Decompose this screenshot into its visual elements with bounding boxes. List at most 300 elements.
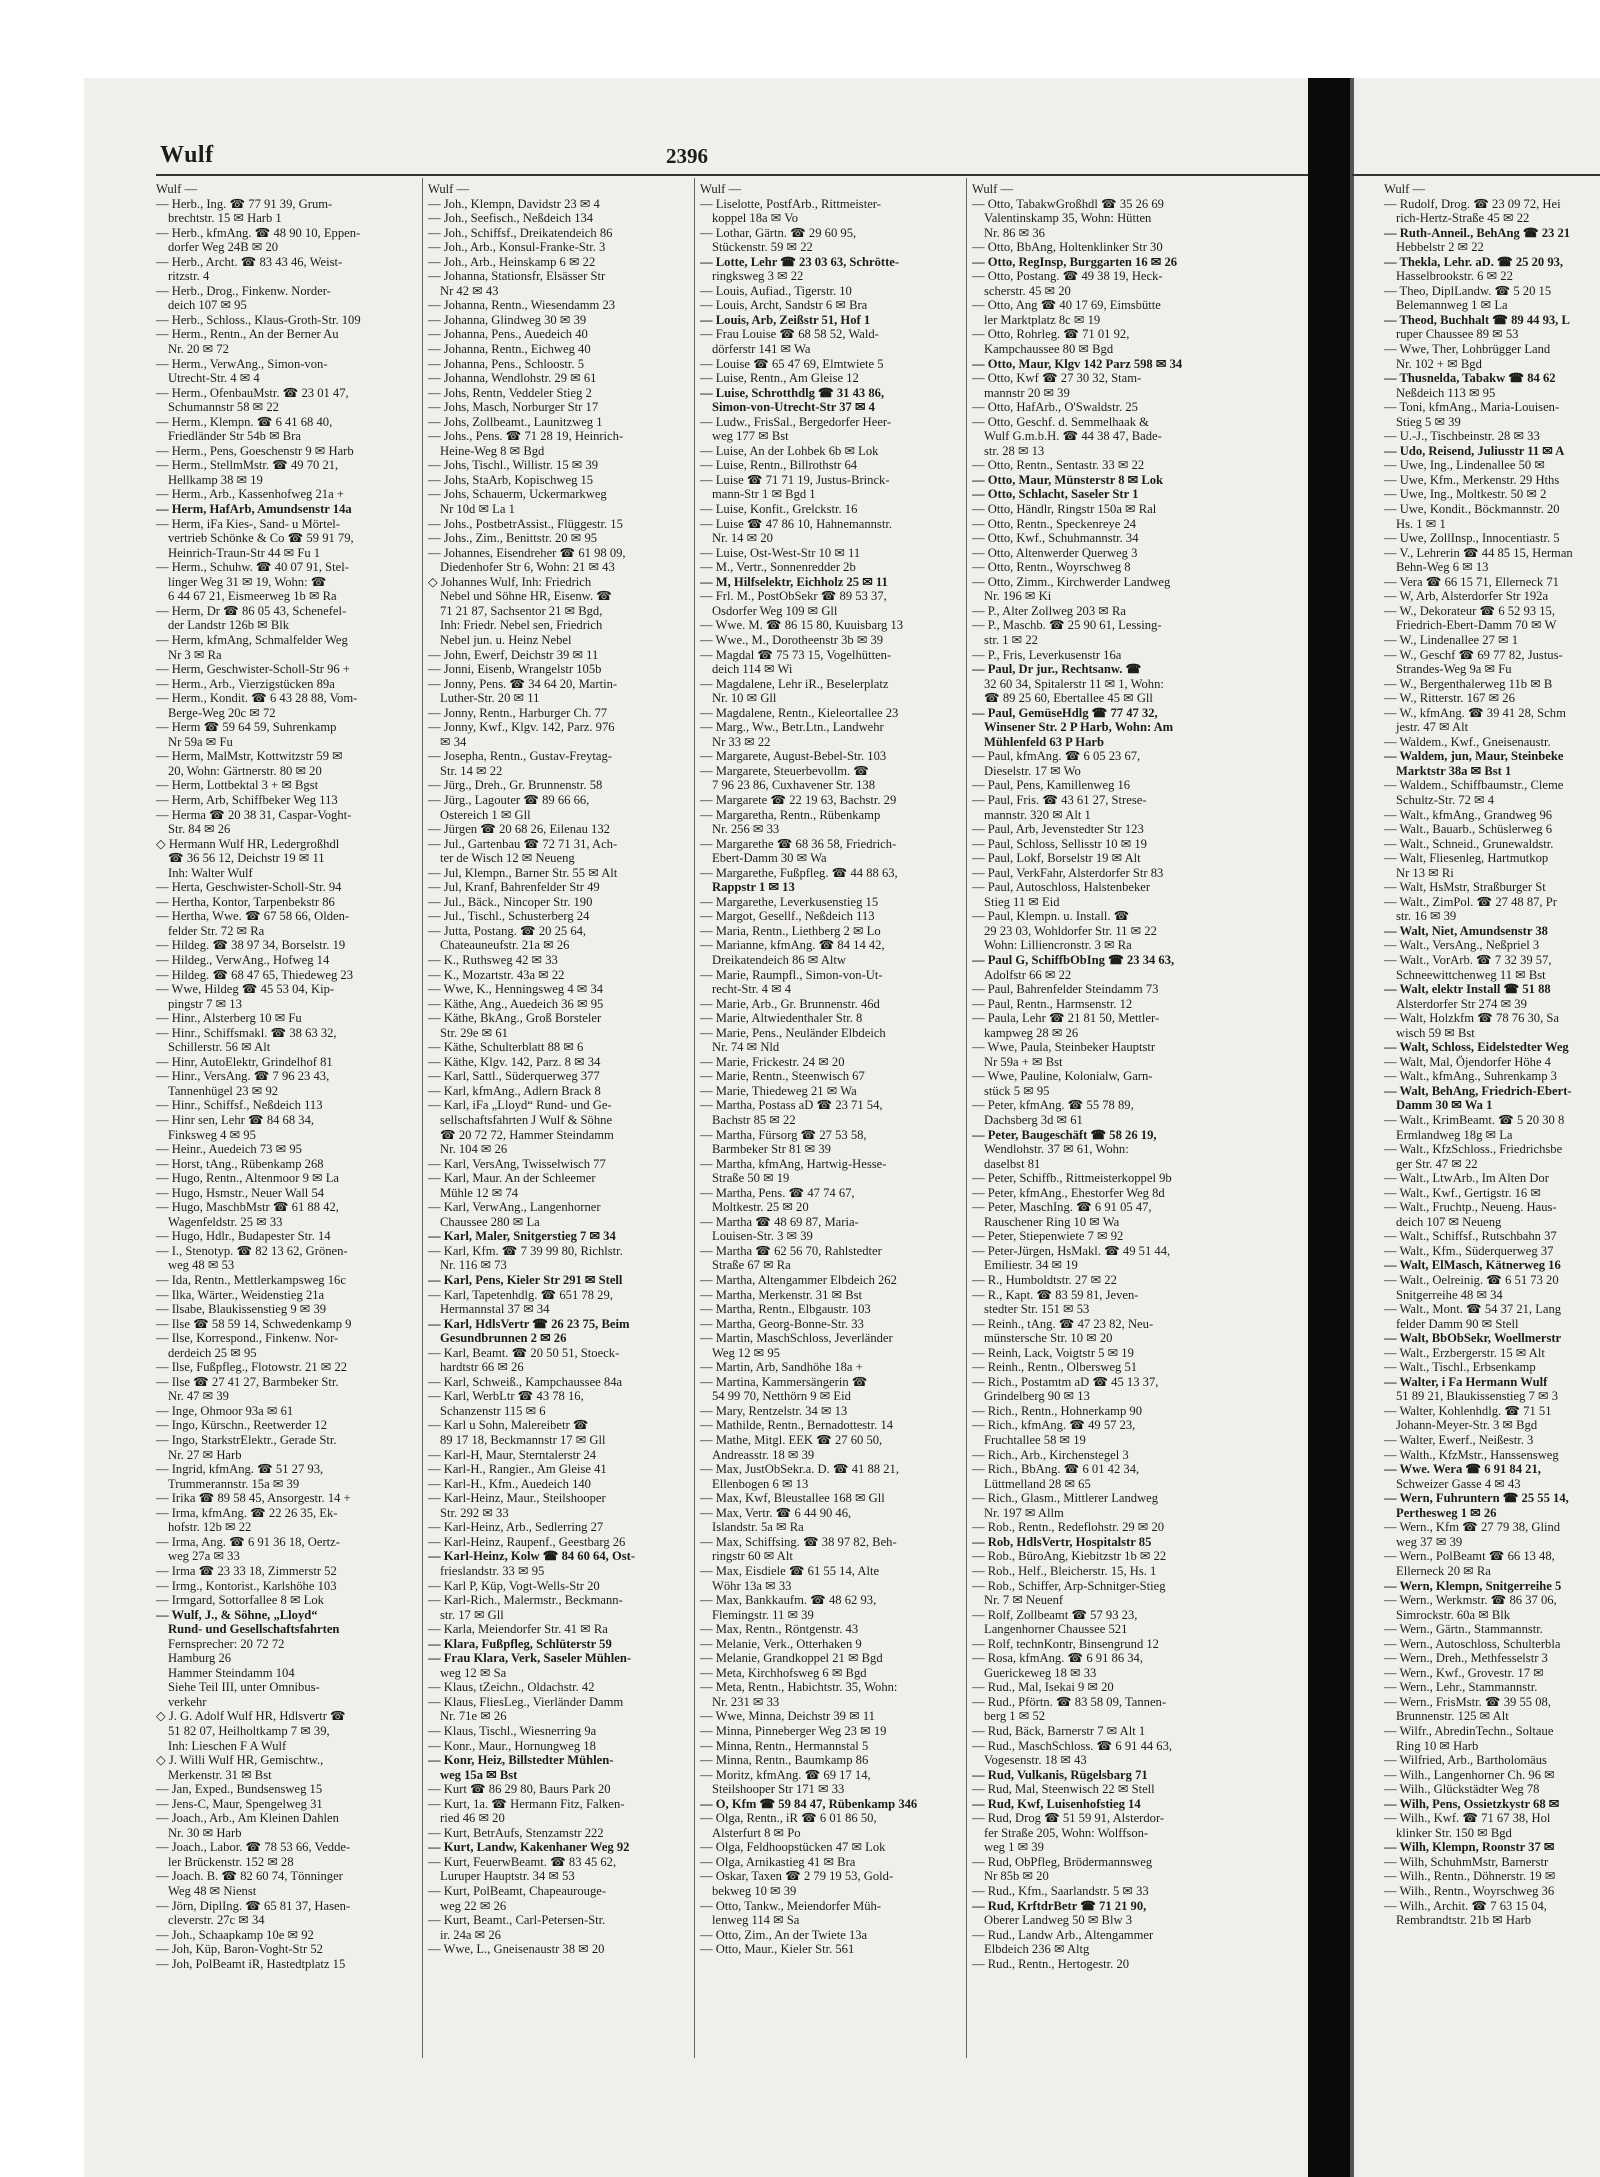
- directory-entry: — Walt, Holzkfm ☎ 78 76 30, Sa: [1384, 1011, 1559, 1026]
- directory-entry: — Wern., FrisMstr. ☎ 39 55 08,: [1384, 1694, 1551, 1709]
- directory-entry: — Hildeg. ☎ 38 97 34, Borselstr. 19: [156, 938, 346, 953]
- directory-entry-continuation: Nr. 74 ✉ Nld: [712, 1040, 780, 1055]
- directory-entry: — Johs, Rentn, Veddeler Stieg 2: [428, 385, 592, 400]
- directory-entry: — Max, Rentn., Röntgenstr. 43: [700, 1622, 859, 1637]
- directory-entry-continuation: ler Brückenstr. 152 ✉ 28: [168, 1854, 294, 1869]
- directory-entry: — Wwe, K., Henningsweg 4 ✉ 34: [428, 982, 604, 997]
- directory-entry: — Melanie, Grandkoppel 21 ✉ Bgd: [700, 1651, 883, 1666]
- directory-entry-continuation: Emiliestr. 34 ✉ 19: [984, 1258, 1078, 1273]
- directory-entry: — Otto, Händlr, Ringstr 150a ✉ Ral: [972, 502, 1157, 517]
- directory-entry: — Jan, Exped., Bundsensweg 15: [156, 1782, 323, 1797]
- directory-entry-continuation: Nr 3 ✉ Ra: [168, 647, 222, 662]
- directory-entry-continuation: Ebert-Damm 30 ✉ Wa: [712, 851, 827, 866]
- directory-entry: — Hugo, MaschbMstr ☎ 61 88 42,: [156, 1200, 339, 1215]
- directory-entry: — Waldem, jun, Maur, Steinbeke: [1384, 749, 1564, 764]
- directory-entry: — Otto, Geschf. d. Semmelhaak &: [972, 414, 1149, 429]
- directory-entry-continuation: felder Str. 72 ✉ Ra: [168, 923, 265, 938]
- directory-entry: — Marie, Rentn., Steenwisch 67: [700, 1069, 865, 1084]
- directory-entry: — Rob, HdlsVertr, Hospitalstr 85: [972, 1534, 1152, 1549]
- directory-entry: — Luise, An der Lohbek 6b ✉ Lok: [700, 443, 879, 458]
- directory-entry: — Rolf, technKontr, Binsengrund 12: [972, 1636, 1159, 1651]
- directory-entry: — Waldem., Schiffbaumstr., Cleme: [1384, 778, 1564, 793]
- directory-entry: — Walt., Schiffsf., Rutschbahn 37: [1384, 1229, 1557, 1244]
- directory-entry: — Wulf, J., & Söhne, „Lloyd“: [156, 1607, 318, 1622]
- directory-entry: — Waldem., Kwf., Gneisenaustr.: [1384, 734, 1551, 749]
- directory-entry-continuation: Trummerannstr. 15a ✉ 39: [168, 1476, 300, 1491]
- directory-entry: — Uwe, Kondit., Böckmannstr. 20: [1384, 502, 1560, 517]
- directory-entry: — Rich., Rentn., Hohnerkamp 90: [972, 1403, 1142, 1418]
- directory-entry: — Thekla, Lehr. aD. ☎ 25 20 93,: [1384, 254, 1564, 269]
- directory-entry-continuation: daselbst 81: [984, 1156, 1041, 1171]
- directory-entry: — Jürg., Lagouter ☎ 89 66 66,: [428, 792, 590, 807]
- directory-entry: — Ilse, Fußpfleg., Flotowstr. 21 ✉ 22: [156, 1360, 348, 1375]
- directory-entry: — Walt, Schloss, Eidelstedter Weg: [1384, 1040, 1569, 1055]
- directory-entry-continuation: Utrecht-Str. 4 ✉ 4: [168, 371, 260, 386]
- directory-entry: — Johanna, Rentn., Wiesendamm 23: [428, 298, 616, 313]
- directory-entry: — Reinh., Rentn., Olbersweg 51: [972, 1360, 1138, 1375]
- directory-entry-continuation: hofstr. 12b ✉ 22: [168, 1520, 252, 1535]
- directory-entry-continuation: Ostereich 1 ✉ Gll: [440, 807, 531, 822]
- directory-entry: — Paul, Lokf, Borselstr 19 ✉ Alt: [972, 851, 1141, 866]
- directory-entry-continuation: Damm 30 ✉ Wa 1: [1396, 1098, 1493, 1113]
- directory-entry: — Klaus, tZeichn., Oldachstr. 42: [428, 1680, 595, 1695]
- column-heading: Wulf —: [1384, 182, 1426, 196]
- directory-entry-continuation: Schumannstr 58 ✉ 22: [168, 400, 279, 415]
- directory-entry-continuation: Friedrich-Ebert-Damm 70 ✉ W: [1396, 618, 1557, 633]
- directory-entry: — Hinr., Alsterberg 10 ✉ Fu: [156, 1011, 302, 1026]
- directory-entry: — Otto, Maur, Münsterstr 8 ✉ Lok: [972, 472, 1164, 487]
- directory-entry-continuation: Ermlandweg 18g ✉ La: [1396, 1127, 1513, 1142]
- directory-entry: — Herma ☎ 20 38 31, Caspar-Voght-: [156, 807, 352, 822]
- directory-entry-continuation: ruper Chaussee 89 ✉ 53: [1396, 327, 1519, 342]
- directory-entry-continuation: Schanzenstr 115 ✉ 6: [440, 1403, 546, 1418]
- directory-entry: — Louise ☎ 65 47 69, Elmtwiete 5: [700, 356, 884, 371]
- directory-entry-continuation: Stieg 11 ✉ Eid: [984, 894, 1060, 909]
- directory-entry-continuation: Inh: Friedr. Nebel sen, Friedrich: [440, 618, 603, 633]
- directory-entry: — Otto, Postang. ☎ 49 38 19, Heck-: [972, 269, 1163, 284]
- directory-entry: — Ruth-Anneil., BehAng ☎ 23 21: [1384, 225, 1571, 240]
- directory-entry: — W., Lindenallee 27 ✉ 1: [1384, 632, 1519, 647]
- directory-entry-continuation: Perthesweg 1 ✉ 26: [1396, 1505, 1497, 1520]
- directory-entry: — Herm., Arb., Kassenhofweg 21a +: [156, 487, 344, 502]
- directory-entry: — Rolf, Zollbeamt ☎ 57 93 23,: [972, 1607, 1138, 1622]
- directory-entry: — Rich., kfmAng. ☎ 49 57 23,: [972, 1418, 1136, 1433]
- directory-entry-continuation: ✉ 34: [440, 734, 467, 749]
- directory-entry: — Olga, Arnikastieg 41 ✉ Bra: [700, 1854, 856, 1869]
- directory-entry: — Karl-Heinz, Raupenf., Geestbarg 26: [428, 1534, 626, 1549]
- directory-entry: — Herm, Arb, Schiffbeker Weg 113: [156, 792, 338, 807]
- directory-entry: — Karl, Schweiß., Kampchaussee 84a: [428, 1374, 623, 1389]
- directory-entry: — Walter, i Fa Hermann Wulf: [1384, 1374, 1548, 1389]
- directory-entry: — Wilh., Archit. ☎ 7 63 15 04,: [1384, 1898, 1547, 1913]
- directory-entry-continuation: mannstr 20 ✉ 39: [984, 385, 1070, 400]
- directory-entry: — Max, JustObSekr.a. D. ☎ 41 88 21,: [700, 1462, 899, 1477]
- directory-entry-continuation: Grindelberg 90 ✉ 13: [984, 1389, 1090, 1404]
- directory-entry-continuation: Andreasstr. 18 ✉ 39: [712, 1447, 815, 1462]
- directory-entry: — Peter, Stiepenwiete 7 ✉ 92: [972, 1229, 1124, 1244]
- directory-entry: — Martha, Georg-Bonne-Str. 33: [700, 1316, 864, 1331]
- directory-entry: — Jonny, Pens. ☎ 34 64 20, Martin-: [428, 676, 618, 691]
- directory-entry-continuation: Winsener Str. 2 P Harb, Wohn: Am: [984, 720, 1174, 735]
- directory-entry: — Irma, kfmAng. ☎ 22 26 35, Ek-: [156, 1505, 338, 1520]
- directory-entry-continuation: Islandstr. 5a ✉ Ra: [712, 1520, 804, 1535]
- directory-entry: — Margarete ☎ 22 19 63, Bachstr. 29: [700, 792, 897, 807]
- directory-entry-continuation: Schillerstr. 56 ✉ Alt: [168, 1040, 271, 1055]
- directory-entry: — Paul, GemüseHdlg ☎ 77 47 32,: [972, 705, 1158, 720]
- directory-entry-continuation: der Landstr 126b ✉ Blk: [168, 618, 290, 633]
- directory-entry: — Jürgen ☎ 20 68 26, Eilenau 132: [428, 822, 610, 837]
- directory-entry-continuation: 32 60 34, Spitalerstr 11 ✉ 1, Wohn:: [984, 676, 1164, 691]
- directory-entry-continuation: frieslandstr. 33 ✉ 95: [440, 1563, 545, 1578]
- directory-entry: — Otto, Zimm., Kirchwerder Landweg: [972, 574, 1171, 589]
- directory-entry-continuation: Nr. 104 ✉ 26: [440, 1142, 508, 1157]
- directory-entry: — Karl-Heinz, Maur., Steilshooper: [428, 1491, 606, 1506]
- directory-entry: — Heinr., Auedeich 73 ✉ 95: [156, 1142, 302, 1157]
- directory-entry-continuation: Ellerneck 20 ✉ Ra: [1396, 1563, 1491, 1578]
- directory-entry-continuation: mann-Str 1 ✉ Bgd 1: [712, 487, 816, 502]
- directory-entry: — V., Lehrerin ☎ 44 85 15, Herman: [1384, 545, 1573, 560]
- directory-entry: ◇ Johannes Wulf, Inh: Friedrich: [428, 574, 592, 589]
- directory-entry: — Johs., Pens. ☎ 71 28 19, Heinrich-: [428, 429, 624, 444]
- directory-entry: — Wern, Fuhruntern ☎ 25 55 14,: [1384, 1491, 1569, 1506]
- directory-entry-continuation: stedter Str. 151 ✉ 53: [984, 1302, 1090, 1317]
- directory-entry: — Walt., Bauarb., Schüslerweg 6: [1384, 822, 1553, 837]
- directory-entry: — Paul, Fris. ☎ 43 61 27, Strese-: [972, 792, 1147, 807]
- directory-entry: — W., kfmAng. ☎ 39 41 28, Schm: [1384, 705, 1566, 720]
- directory-entry: — Peter, kfmAng. ☎ 55 78 89,: [972, 1098, 1134, 1113]
- directory-entry: — Marie, Arb., Gr. Brunnenstr. 46d: [700, 996, 880, 1011]
- directory-entry: — Moritz, kfmAng. ☎ 69 17 14,: [700, 1767, 871, 1782]
- directory-entry: — Joh., Seefisch., Neßdeich 134: [428, 211, 594, 226]
- directory-entry-continuation: Flemingstr. 11 ✉ 39: [712, 1607, 814, 1622]
- directory-entry: — Karl P, Küp, Vogt-Wells-Str 20: [428, 1578, 600, 1593]
- directory-entry-continuation: weg 15a ✉ Bst: [440, 1767, 518, 1782]
- directory-entry: — Wilfr., AbredinTechn., Soltaue: [1384, 1723, 1554, 1738]
- directory-entry-continuation: Guerickeweg 18 ✉ 33: [984, 1665, 1097, 1680]
- directory-entry: — Walt, Mal, Öjendorfer Höhe 4: [1384, 1054, 1551, 1069]
- directory-entry: — Walt., Kfm., Süderquerweg 37: [1384, 1243, 1554, 1258]
- directory-entry: — Walt., ZimPol. ☎ 27 48 87, Pr: [1384, 894, 1557, 909]
- directory-entry: — Walter, Kohlenhdlg. ☎ 71 51: [1384, 1403, 1552, 1418]
- directory-entry: — Max, Bankkaufm. ☎ 48 62 93,: [700, 1593, 877, 1608]
- directory-entry: — Luise, Rentn., Am Gleise 12: [700, 371, 859, 386]
- directory-entry: — I., Stenotyp. ☎ 82 13 62, Grönen-: [156, 1243, 348, 1258]
- directory-entry: — Margot, Gesellf., Neßdeich 113: [700, 909, 875, 924]
- directory-entry: — Rud, Kwf, Luisenhofstieg 14: [972, 1796, 1141, 1811]
- directory-entry: — Minna, Pinneberger Weg 23 ✉ 19: [700, 1723, 887, 1738]
- directory-entry-continuation: Langenhorner Chaussee 521: [984, 1622, 1128, 1637]
- directory-entry: — Karl, VersAng, Twisselwisch 77: [428, 1156, 606, 1171]
- directory-entry: — Wwe, Paula, Steinbeker Hauptstr: [972, 1040, 1156, 1055]
- directory-entry-continuation: ger Str. 47 ✉ 22: [1396, 1156, 1478, 1171]
- directory-entry: — Peter-Jürgen, HsMakl. ☎ 49 51 44,: [972, 1243, 1171, 1258]
- directory-entry: — Max, Kwf, Bleustallee 168 ✉ Gll: [700, 1491, 885, 1506]
- directory-entry-continuation: Tannenhügel 23 ✉ 92: [168, 1083, 279, 1098]
- directory-entry-continuation: Louisen-Str. 3 ✉ 39: [712, 1229, 813, 1244]
- directory-entry: ◇ J. Willi Wulf HR, Gemischtw.,: [156, 1753, 324, 1768]
- directory-entry: — Paul, kfmAng. ☎ 6 05 23 67,: [972, 749, 1141, 764]
- directory-entry: — Johanna, Glindweg 30 ✉ 39: [428, 312, 587, 327]
- directory-entry-continuation: 71 21 87, Sachsentor 21 ✉ Bgd,: [440, 603, 603, 618]
- directory-entry: — Herm., Kondit. ☎ 6 43 28 88, Vom-: [156, 691, 358, 706]
- directory-entry: — Magdalene, Lehr iR., Beselerplatz: [700, 676, 889, 691]
- directory-entry: — U.-J., Tischbeinstr. 28 ✉ 33: [1384, 429, 1540, 444]
- directory-entry: — Joach., Arb., Am Kleinen Dahlen: [156, 1811, 339, 1826]
- directory-entry-continuation: Nr. 256 ✉ 33: [712, 822, 780, 837]
- directory-entry-continuation: stück 5 ✉ 95: [984, 1083, 1050, 1098]
- directory-entry: — Peter, kfmAng., Ehestorfer Weg 8d: [972, 1185, 1165, 1200]
- directory-entry: — Herm ☎ 59 64 59, Suhrenkamp: [156, 720, 337, 735]
- directory-entry: — Joh., Klempn, Davidstr 23 ✉ 4: [428, 196, 600, 211]
- directory-entry: — Joach., Labor. ☎ 78 53 66, Vedde-: [156, 1840, 351, 1855]
- directory-entry: — Ilse, Korrespond., Finkenw. Nor-: [156, 1331, 339, 1346]
- directory-entry: — Karl-Rich., Malermstr., Beckmann-: [428, 1593, 623, 1608]
- directory-entry: — Theo, DiplLandw. ☎ 5 20 15: [1384, 283, 1552, 298]
- directory-entry: — Kurt, FeuerwBeamt. ☎ 83 45 62,: [428, 1854, 617, 1869]
- directory-entry: — Herb., Schloss., Klaus-Groth-Str. 109: [156, 312, 361, 327]
- directory-entry-continuation: weg 27a ✉ 33: [168, 1549, 240, 1564]
- directory-entry-continuation: Friedländer Str 54b ✉ Bra: [168, 429, 301, 444]
- directory-entry: — Rich., BbAng. ☎ 6 01 42 34,: [972, 1462, 1140, 1477]
- directory-entry: — Mathilde, Rentn., Bernadottestr. 14: [700, 1418, 894, 1433]
- directory-entry: — Louis, Archt, Sandstr 6 ✉ Bra: [700, 298, 868, 313]
- directory-entry: — Rob., Rentn., Redeflohstr. 29 ✉ 20: [972, 1520, 1165, 1535]
- directory-entry-continuation: Valentinskamp 35, Wohn: Hütten: [984, 211, 1152, 226]
- directory-entry: — Karl, Kfm. ☎ 7 39 99 80, Richlstr.: [428, 1243, 623, 1258]
- directory-entry-continuation: Neßdeich 113 ✉ 95: [1396, 385, 1496, 400]
- directory-entry: — Herb., kfmAng. ☎ 48 90 10, Eppen-: [156, 225, 361, 240]
- directory-entry: — Rud., Pförtn. ☎ 83 58 09, Tannen-: [972, 1694, 1167, 1709]
- directory-entry: — Herm., StellmMstr. ☎ 49 70 21,: [156, 458, 339, 473]
- directory-entry: — Paul, Klempn. u. Install. ☎: [972, 909, 1130, 924]
- directory-entry: — Uwe, Ing., Moltkestr. 50 ✉ 2: [1384, 487, 1547, 502]
- directory-entry-continuation: Hermannstal 37 ✉ 34: [440, 1302, 550, 1317]
- directory-entry: — Karl, Maler, Snitgerstieg 7 ✉ 34: [428, 1229, 616, 1244]
- directory-entry: — Oskar, Taxen ☎ 2 79 19 53, Gold-: [700, 1869, 894, 1884]
- directory-entry-continuation: Nebel jun. u. Heinz Nebel: [440, 632, 572, 647]
- directory-entry-continuation: ritzstr. 4: [168, 269, 210, 284]
- directory-entry: — Ida, Rentn., Mettlerkampsweg 16c: [156, 1273, 346, 1288]
- directory-entry: — Hugo, Rentn., Altenmoor 9 ✉ La: [156, 1171, 339, 1186]
- directory-entry-continuation: Hammer Steindamm 104: [168, 1665, 295, 1680]
- directory-entry-continuation: jestr. 47 ✉ Alt: [1396, 720, 1469, 735]
- directory-entry: — Paul, Bahrenfelder Steindamm 73: [972, 982, 1159, 997]
- directory-entry: — Ingo, StarkstrElektr., Gerade Str.: [156, 1433, 337, 1448]
- directory-entry: — Ingrid, kfmAng. ☎ 51 27 93,: [156, 1462, 324, 1477]
- directory-entry-continuation: Strandes-Weg 9a ✉ Fu: [1396, 662, 1512, 677]
- directory-entry: — Marie, Raumpfl., Simon-von-Ut-: [700, 967, 883, 982]
- directory-entry-continuation: ir. 24a ✉ 26: [440, 1927, 501, 1942]
- directory-entry: — W., Geschf ☎ 69 77 82, Justus-: [1384, 647, 1563, 662]
- directory-entry-continuation: weg 12 ✉ Sa: [440, 1665, 507, 1680]
- directory-entry-continuation: Inh: Lieschen F A Wulf: [168, 1738, 287, 1753]
- directory-entry: — Joh., Arb., Heinskamp 6 ✉ 22: [428, 254, 596, 269]
- directory-entry: — Vera ☎ 66 15 71, Ellerneck 71: [1384, 574, 1559, 589]
- directory-entry: — Peter, MaschIng. ☎ 6 91 05 47,: [972, 1200, 1152, 1215]
- directory-entry: — Uwe, ZollInsp., Innocentiastr. 5: [1384, 531, 1560, 546]
- directory-entry: — Herm, Dr ☎ 86 05 43, Schenefel-: [156, 603, 347, 618]
- directory-entry: — Herm., VerwAng., Simon-von-: [156, 356, 328, 371]
- directory-entry: — Rudolf, Drog. ☎ 23 09 72, Hei: [1384, 196, 1561, 211]
- scanned-page: [84, 78, 1600, 2177]
- directory-entry: — Karl, iFa „Lloyd“ Rund- und Ge-: [428, 1098, 612, 1113]
- directory-entry: — R., Kapt. ☎ 83 59 81, Jeven-: [972, 1287, 1139, 1302]
- directory-entry: — Liselotte, PostfArb., Rittmeister-: [700, 196, 881, 211]
- directory-entry: — Marg., Ww., Betr.Ltn., Landwehr: [700, 720, 884, 735]
- directory-entry: — Joach. B. ☎ 82 60 74, Tönninger: [156, 1869, 343, 1884]
- directory-entry-continuation: dörferstr 141 ✉ Wa: [712, 342, 811, 357]
- directory-entry: — Klaus, FliesLeg., Vierländer Damm: [428, 1694, 624, 1709]
- directory-entry: — Max, Vertr. ☎ 6 44 90 46,: [700, 1505, 852, 1520]
- directory-entry: — Martha ☎ 62 56 70, Rahlstedter: [700, 1243, 882, 1258]
- directory-entry: — P., Alter Zollweg 203 ✉ Ra: [972, 603, 1126, 618]
- directory-entry: — Irmg., Kontorist., Karlshöhe 103: [156, 1578, 337, 1593]
- directory-entry: — Jonni, Eisenb, Wrangelstr 105b: [428, 662, 602, 677]
- directory-entry: — Walt., LtwArb., Im Alten Dor: [1384, 1171, 1549, 1186]
- directory-entry-continuation: Nr. 20 ✉ 72: [168, 342, 229, 357]
- column-4: [972, 182, 1234, 1971]
- directory-entry-continuation: bekweg 10 ✉ 39: [712, 1883, 797, 1898]
- directory-entry: — Johs, Masch, Norburger Str 17: [428, 400, 599, 415]
- directory-entry: — Kurt, 1a. ☎ Hermann Fitz, Falken-: [428, 1796, 625, 1811]
- directory-entry: — Hugo, Hsmstr., Neuer Wall 54: [156, 1185, 325, 1200]
- directory-entry: — Paul, Autoschloss, Halstenbeker: [972, 880, 1151, 895]
- directory-entry: — Herm., Schuhw. ☎ 40 07 91, Stel-: [156, 560, 349, 575]
- directory-entry: — Margarethe, Leverkusenstieg 15: [700, 894, 879, 909]
- directory-entry: — Meta, Kirchhofsweg 6 ✉ Bgd: [700, 1665, 867, 1680]
- directory-entry: — Herm., Pens, Goeschenstr 9 ✉ Harb: [156, 443, 354, 458]
- directory-entry: — Karl, Tapetenhdlg. ☎ 651 78 29,: [428, 1287, 613, 1302]
- directory-entry-continuation: Nr. 10 ✉ Gll: [712, 691, 777, 706]
- directory-entry: — Karl, Maur. An der Schleemer: [428, 1171, 596, 1186]
- directory-entry: — Joh., Schaapkamp 10e ✉ 92: [156, 1927, 314, 1942]
- directory-entry: — Wern., Werkmstr. ☎ 86 37 06,: [1384, 1593, 1557, 1608]
- directory-entry-continuation: Adolfstr 66 ✉ 22: [984, 967, 1072, 982]
- directory-entry-continuation: Diedenhofer Str 6, Wohn: 21 ✉ 43: [440, 560, 615, 575]
- directory-entry: — Johs, Zollbeamt., Launitzweg 1: [428, 414, 603, 429]
- directory-entry: — Walt, Fliesenleg, Hartmutkop: [1384, 851, 1549, 866]
- directory-entry: — Hinr., VersAng. ☎ 7 96 23 43,: [156, 1069, 330, 1084]
- directory-entry: — Walt., Tischl., Erbsenkamp: [1384, 1360, 1536, 1375]
- directory-entry-continuation: Schweizer Gasse 4 ✉ 43: [1396, 1476, 1521, 1491]
- directory-entry: — R., Humboldtstr. 27 ✉ 22: [972, 1273, 1117, 1288]
- column-divider: [422, 178, 423, 2058]
- directory-entry-continuation: 89 17 18, Beckmannstr 17 ✉ Gll: [440, 1433, 606, 1448]
- directory-entry: — Otto, Ang ☎ 40 17 69, Eimsbütte: [972, 298, 1161, 313]
- directory-entry: — Margarete, August-Bebel-Str. 103: [700, 749, 887, 764]
- directory-entry-continuation: Belemannweg 1 ✉ La: [1396, 298, 1508, 313]
- directory-entry: — Jul, Kranf, Bahrenfelder Str 49: [428, 880, 600, 895]
- directory-entry-continuation: 54 99 70, Netthörn 9 ✉ Eid: [712, 1389, 851, 1404]
- directory-entry: — Hildeg. ☎ 68 47 65, Thiedeweg 23: [156, 967, 353, 982]
- directory-entry-continuation: berg 1 ✉ 52: [984, 1709, 1046, 1724]
- directory-entry: — W., Bergenthalerweg 11b ✉ B: [1384, 676, 1553, 691]
- directory-entry: — Herm, kfmAng, Schmalfelder Weg: [156, 632, 348, 647]
- directory-entry-continuation: Simrockstr. 60a ✉ Blk: [1396, 1607, 1511, 1622]
- directory-entry-continuation: dorfer Weg 24B ✉ 20: [168, 240, 279, 255]
- directory-entry: — Paul, Arb, Jevenstedter Str 123: [972, 822, 1144, 837]
- directory-entry-continuation: Weg 12 ✉ 95: [712, 1345, 780, 1360]
- directory-entry-continuation: Nr. 14 ✉ 20: [712, 531, 773, 546]
- directory-entry-continuation: Wöhr 13a ✉ 33: [712, 1578, 792, 1593]
- directory-entry: — Jul, Klempn., Barner Str. 55 ✉ Alt: [428, 865, 618, 880]
- directory-entry: — Theod, Buchhalt ☎ 89 44 93, L: [1384, 312, 1570, 327]
- directory-entry: — Rud., Rentn., Hertogestr. 20: [972, 1956, 1130, 1971]
- directory-entry-continuation: Nr. 116 ✉ 73: [440, 1258, 507, 1273]
- directory-entry: — Marie, Frickestr. 24 ✉ 20: [700, 1054, 845, 1069]
- directory-entry: — Walt., Fruchtp., Neueng. Haus-: [1384, 1200, 1557, 1215]
- directory-entry-continuation: Mühlenfeld 63 P Harb: [984, 734, 1104, 749]
- directory-entry: — Otto, Maur, Klgv 142 Parz 598 ✉ 34: [972, 356, 1183, 371]
- directory-entry-continuation: Schneewittchenweg 11 ✉ Bst: [1396, 967, 1546, 982]
- directory-entry-continuation: verkehr: [168, 1694, 207, 1709]
- column-heading: Wulf —: [972, 182, 1014, 196]
- directory-entry: — Jürg., Dreh., Gr. Brunnenstr. 58: [428, 778, 603, 793]
- directory-entry-continuation: Merkenstr. 31 ✉ Bst: [168, 1767, 272, 1782]
- directory-entry: — Wern, Klempn, Snitgerreihe 5: [1384, 1578, 1562, 1593]
- directory-entry-continuation: Finksweg 4 ✉ 95: [168, 1127, 256, 1142]
- directory-entry-continuation: Hasselbrookstr. 6 ✉ 22: [1396, 269, 1513, 284]
- directory-entry: — Margarete, Steuerbevollm. ☎: [700, 763, 869, 778]
- directory-entry-continuation: Nr. 197 ✉ Allm: [984, 1505, 1064, 1520]
- directory-entry: — Paul, Schloss, Sellisstr 10 ✉ 19: [972, 836, 1147, 851]
- directory-entry-continuation: scherstr. 45 ✉ 20: [984, 283, 1071, 298]
- directory-entry-continuation: Ellenbogen 6 ✉ 13: [712, 1476, 809, 1491]
- directory-entry-continuation: Str. 14 ✉ 22: [440, 763, 503, 778]
- directory-entry: — Marie, Altwiedenthaler Str. 8: [700, 1011, 863, 1026]
- directory-entry: — Luise ☎ 71 71 19, Justus-Brinck-: [700, 472, 890, 487]
- directory-entry: — Jul., Gartenbau ☎ 72 71 31, Ach-: [428, 836, 618, 851]
- directory-entry-continuation: Nr 85b ✉ 20: [984, 1869, 1049, 1884]
- directory-entry: — Minna, Rentn., Hermannstal 5: [700, 1738, 869, 1753]
- directory-entry: — Otto, BbAng, Holtenklinker Str 30: [972, 240, 1163, 255]
- directory-entry: — Hugo, Hdlr., Budapester Str. 14: [156, 1229, 331, 1244]
- directory-entry: — Martin, MaschSchloss, Jeverländer: [700, 1331, 893, 1346]
- directory-entry: — Jul., Bäck., Nincoper Str. 190: [428, 894, 593, 909]
- directory-entry: — Herm., Rentn., An der Berner Au: [156, 327, 339, 342]
- directory-entry: — Jens-C, Maur, Spengelweg 31: [156, 1796, 323, 1811]
- directory-entry-continuation: wisch 59 ✉ Bst: [1396, 1025, 1475, 1040]
- directory-entry: — Walt, ElMasch, Kätnerweg 16: [1384, 1258, 1561, 1273]
- directory-entry-continuation: Straße 67 ✉ Ra: [712, 1258, 791, 1273]
- directory-entry-continuation: Nr 59a + ✉ Bst: [984, 1054, 1063, 1069]
- directory-entry-continuation: Osdorfer Weg 109 ✉ Gll: [712, 603, 838, 618]
- directory-entry-continuation: Nr 42 ✉ 43: [440, 283, 499, 298]
- directory-entry-continuation: Stieg 5 ✉ 39: [1396, 414, 1461, 429]
- directory-entry-continuation: deich 114 ✉ Wi: [712, 662, 793, 677]
- directory-entry: — Toni, kfmAng., Maria-Louisen-: [1384, 400, 1560, 415]
- directory-entry-continuation: Nr. 30 ✉ Harb: [168, 1825, 242, 1840]
- directory-entry: — Herb., Ing. ☎ 77 91 39, Grum-: [156, 196, 333, 211]
- directory-entry-continuation: Rauschener Ring 10 ✉ Wa: [984, 1214, 1120, 1229]
- directory-entry: — Wilh, Pens, Ossietzkystr 68 ✉: [1384, 1796, 1560, 1811]
- directory-entry-continuation: fer Straße 205, Wohn: Wolffson-: [984, 1825, 1149, 1840]
- directory-entry-continuation: Nr 13 ✉ Ri: [1396, 865, 1454, 880]
- directory-entry-continuation: 51 89 21, Blaukissenstieg 7 ✉ 3: [1396, 1389, 1559, 1404]
- directory-entry: — Inge, Ohmoor 93a ✉ 61: [156, 1403, 294, 1418]
- directory-entry: — Wern., Gärtn., Stammannstr.: [1384, 1622, 1543, 1637]
- directory-entry: — Max, Eisdiele ☎ 61 55 14, Alte: [700, 1563, 880, 1578]
- directory-entry-continuation: ringstr 60 ✉ Alt: [712, 1549, 793, 1564]
- directory-entry: — W, Arb, Alsterdorfer Str 192a: [1384, 589, 1549, 604]
- directory-entry: — W., Ritterstr. 167 ✉ 26: [1384, 691, 1515, 706]
- directory-entry: — Rud., Kfm., Saarlandstr. 5 ✉ 33: [972, 1883, 1149, 1898]
- directory-entry-continuation: Ring 10 ✉ Harb: [1396, 1738, 1479, 1753]
- directory-entry-continuation: Hebbelstr 2 ✉ 22: [1396, 240, 1484, 255]
- directory-entry: — Karl, HdlsVertr ☎ 26 23 75, Beim: [428, 1316, 630, 1331]
- directory-entry: — Jonny, Kwf., Klgv. 142, Parz. 976: [428, 720, 615, 735]
- directory-entry: — Olga, Feldhoopstücken 47 ✉ Lok: [700, 1840, 886, 1855]
